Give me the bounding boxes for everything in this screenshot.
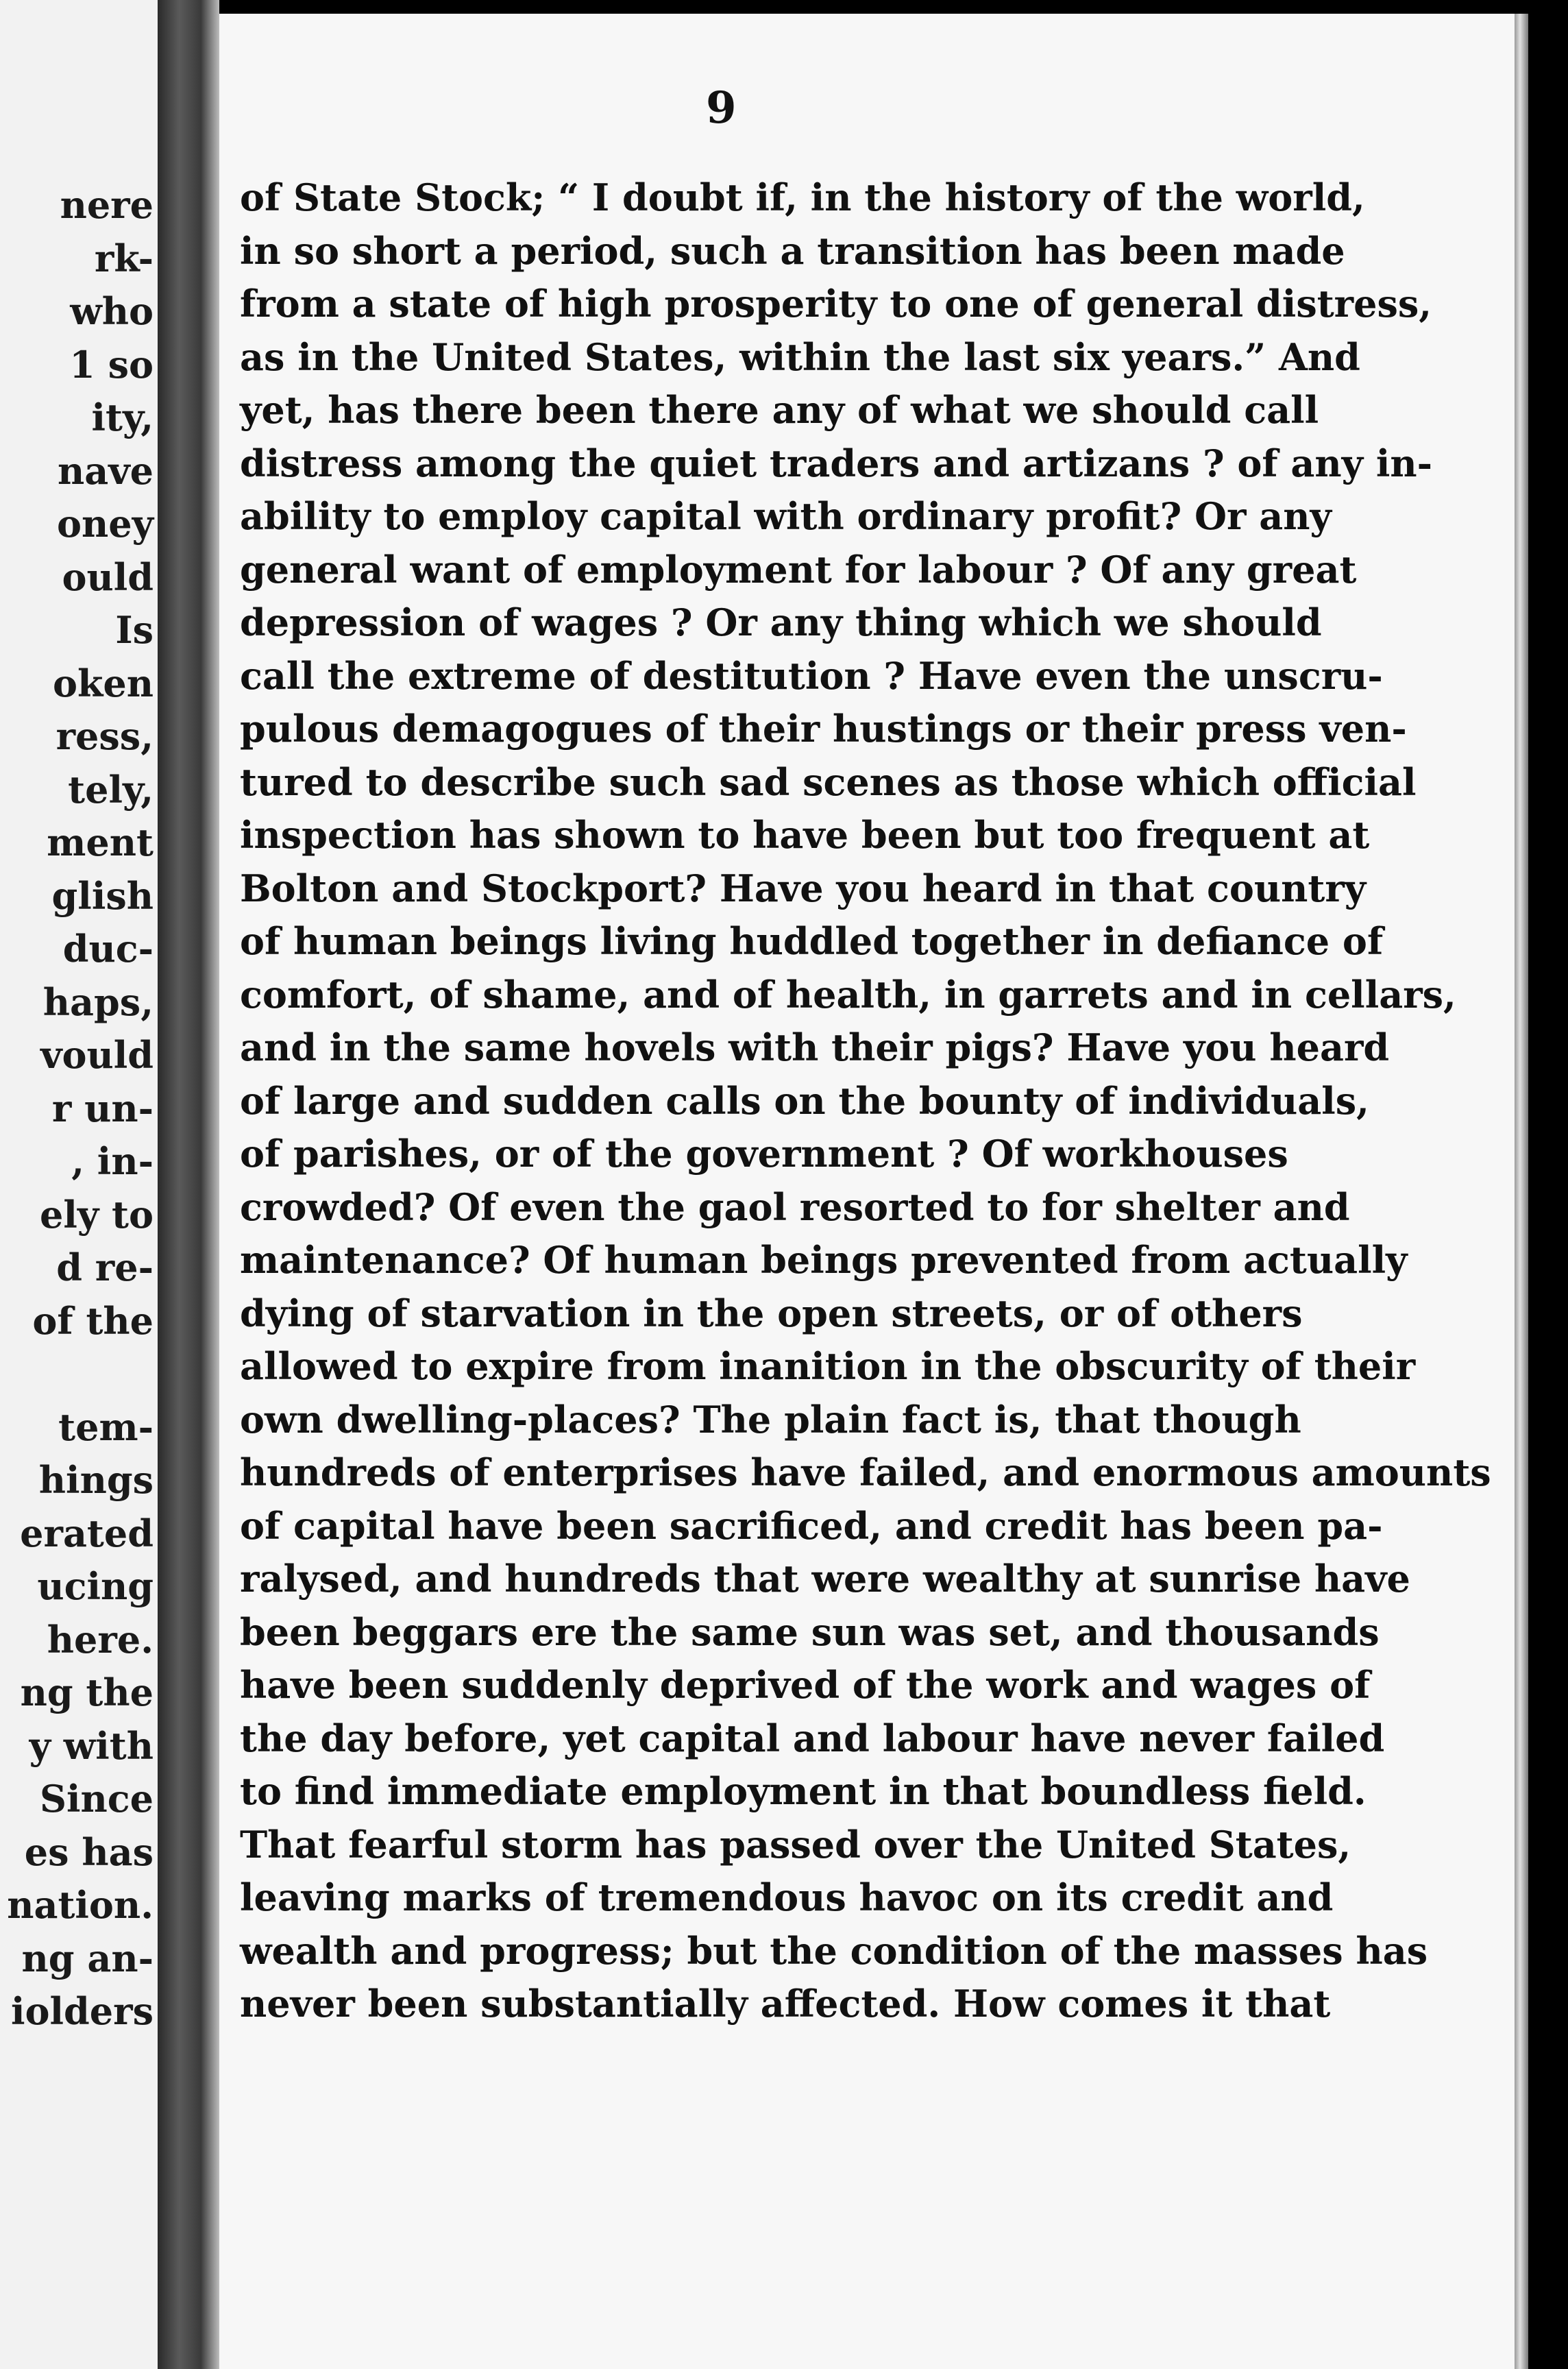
left-page-line: ment	[47, 821, 154, 864]
left-page-line: d re-	[56, 1246, 154, 1289]
left-page-line: Is	[115, 608, 154, 652]
left-page-line: rk-	[94, 236, 154, 280]
text-line: to find immediate employment in that boundless field.	[240, 1769, 1367, 1813]
text-line: been beggars ere the same sun was set, and thousands	[240, 1609, 1380, 1654]
left-page-line: ity,	[91, 396, 154, 439]
text-line: hundreds of enterprises have failed, and enormous amounts	[240, 1450, 1491, 1494]
text-line: the day before, yet capital and labour have never failed	[240, 1716, 1385, 1760]
left-page-line: hings	[38, 1458, 154, 1502]
text-line: of State Stock; “ I doubt if, in the history of the world,	[240, 175, 1365, 219]
page-edge	[1515, 14, 1528, 2369]
text-line: own dwelling-places? The plain fact is, that though	[240, 1397, 1301, 1442]
text-line: of parishes, or of the government ? Of workhouses	[240, 1132, 1288, 1176]
text-line: tured to describe such sad scenes as those which official	[240, 760, 1417, 804]
text-line: never been substantially affected. How comes it that	[240, 1982, 1331, 2026]
text-line: comfort, of shame, and of health, in garrets and in cellars,	[240, 972, 1456, 1017]
left-page-line: ng the	[20, 1671, 154, 1714]
text-line: Bolton and Stockport? Have you heard in that country	[240, 866, 1367, 910]
left-page-line: oken	[52, 661, 154, 705]
text-line: dying of starvation in the open streets, or of others	[240, 1291, 1303, 1335]
text-line: of large and sudden calls on the bounty of individuals,	[240, 1078, 1369, 1123]
left-page-line: Since	[39, 1777, 154, 1821]
left-page-line: iolders	[10, 1989, 154, 2033]
left-page-line: ould	[62, 555, 154, 599]
body-text	[240, 171, 1491, 2031]
left-page-line: haps,	[42, 980, 154, 1024]
text-line: distress among the quiet traders and artizans ? of any in-	[240, 441, 1433, 485]
text-line: general want of employment for labour ? Of any great	[240, 547, 1357, 592]
previous-page-fragment	[0, 0, 158, 2369]
left-page-line: here.	[47, 1617, 154, 1662]
book-gutter	[158, 0, 219, 2369]
text-line: ability to employ capital with ordinary profit? Or any	[240, 494, 1332, 538]
left-page-line: vould	[40, 1033, 154, 1077]
left-page-line: y with	[29, 1723, 154, 1768]
text-line: yet, has there been there any of what we should call	[240, 388, 1319, 432]
text-line: maintenance? Of human beings prevented from actually	[240, 1238, 1408, 1282]
text-line: from a state of high prosperity to one of general distress,	[240, 282, 1432, 326]
left-page-line: nere	[60, 183, 154, 227]
text-line: depression of wages ? Or any thing which we should	[240, 600, 1322, 644]
text-line: of capital have been sacrificed, and credit has been pa-	[240, 1503, 1383, 1548]
text-line: have been suddenly deprived of the work and wages of	[240, 1663, 1371, 1707]
text-line: That fearful storm has passed over the United States,	[240, 1822, 1351, 1867]
left-page-line: nave	[58, 448, 154, 493]
page-number: 9	[706, 82, 737, 134]
left-page-line: tem-	[58, 1405, 154, 1449]
left-page-line: es has	[24, 1830, 154, 1874]
text-line: pulous demagogues of their hustings or their press ven-	[240, 707, 1407, 751]
text-line: inspection has shown to have been but too frequent at	[240, 813, 1370, 857]
left-page-line: 1 so	[69, 342, 154, 387]
text-line: in so short a period, such a transition has been made	[240, 228, 1345, 273]
text-line: leaving marks of tremendous havoc on its credit and	[240, 1875, 1334, 1919]
text-line: crowded? Of even the gaol resorted to for shelter and	[240, 1184, 1350, 1229]
left-page-line: erated	[20, 1511, 154, 1555]
text-line: ralysed, and hundreds that were wealthy at sunrise have	[240, 1557, 1410, 1601]
left-page-line: duc-	[62, 927, 154, 971]
text-line: allowed to expire from inanition in the obscurity of their	[240, 1344, 1416, 1388]
left-page-line: glish	[51, 873, 154, 918]
text-line: wealth and progress; but the condition of the masses has	[240, 1928, 1428, 1973]
text-line: as in the United States, within the last six years.” And	[240, 335, 1360, 379]
left-page-line: ely to	[39, 1192, 154, 1237]
left-page-line: ress,	[56, 714, 154, 758]
left-page-line: ng an-	[21, 1936, 154, 1980]
text-line: call the extreme of destitution ? Have even the unscru-	[240, 653, 1383, 698]
left-page-line: oney	[56, 502, 154, 546]
text-line: of human beings living huddled together in defiance of	[240, 919, 1384, 963]
left-page-line: of the	[32, 1298, 154, 1343]
text-line: and in the same hovels with their pigs? Have you heard	[240, 1025, 1390, 1069]
left-page-line: ucing	[37, 1564, 154, 1608]
left-page-line: tely,	[68, 767, 154, 812]
left-page-line: who	[70, 289, 154, 333]
left-page-line: r un-	[51, 1086, 154, 1130]
left-page-line: , in-	[71, 1139, 154, 1183]
left-page-line: nation.	[7, 1883, 154, 1927]
